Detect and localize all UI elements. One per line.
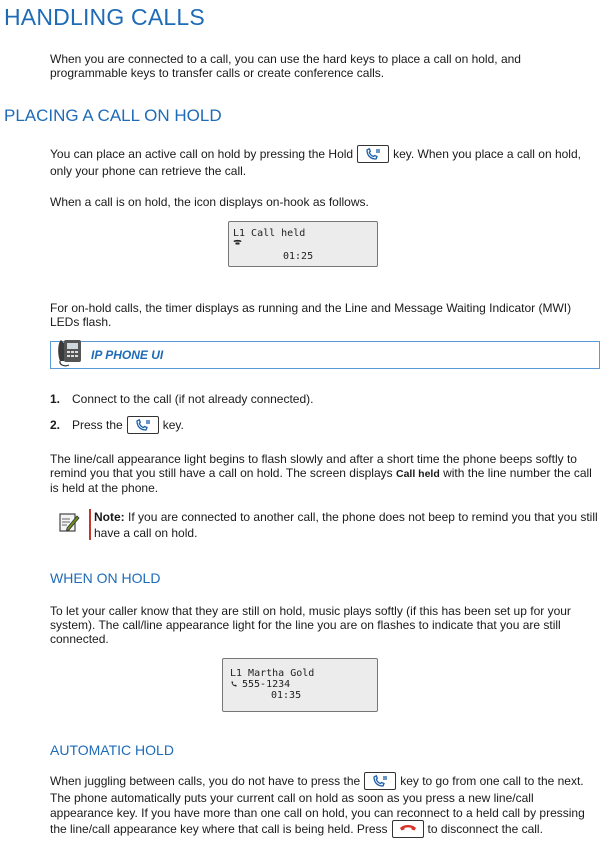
lcd2-timer: 01:35: [271, 690, 302, 701]
desk-phone-icon: [55, 334, 85, 368]
when-on-hold-paragraph: To let your caller know that they are still on hold, music plays softly (if this has been set up for your system). The call/line appearance light for the line you are on flashes to indicate that you are still connected.: [50, 604, 571, 646]
lcd-line-1: L1 Call held: [233, 228, 306, 239]
on-hook-icon: [233, 239, 242, 245]
lcd-screen-martha-gold: [222, 658, 378, 712]
hold-key-icon: [365, 147, 381, 161]
call-held-bold: Call held: [395, 468, 440, 480]
note-text: [94, 509, 598, 541]
goodbye-key-icon: [399, 823, 417, 835]
note-label: Note:: [94, 510, 125, 524]
handset-small-icon: [231, 681, 237, 687]
hold-key: [357, 145, 389, 163]
auto-text-c: to disconnect the call.: [427, 822, 543, 837]
section-title-when-on-hold: WHEN ON HOLD: [50, 570, 161, 586]
ip-phone-ui-box: [50, 341, 600, 369]
after-steps-text-1: The line/call appearance light begins to flash slowly and after a short time the phone beeps softly to remind you that you still have a call on hold. The screen displays: [50, 452, 577, 480]
after-steps-text-2: with the line number the call is held at the phone.: [50, 466, 592, 495]
intro-paragraph: When you are connected to a call, you can use the hard keys to place a call on hold, and programmable keys to transfer calls or create conference calls.: [50, 52, 521, 80]
note-body: If you are connected to another call, the phone does not beep to remind you that you still have a call on hold.: [94, 510, 598, 540]
section-title-automatic-hold: AUTOMATIC HOLD: [50, 742, 174, 758]
lcd2-line-2: 555-1234: [242, 679, 291, 690]
auto-text-b: key to go from one call to the next. The phone automatically puts your current call on hold as soon as you press a new line/call appearance key. If you have more than one call on hold, you can reconnect to a held call by pressing the line/call appearance key where that call is being held. Press: [50, 774, 585, 837]
hold-p1-after: key. When you place a call on hold, only your phone can retrieve the call.: [50, 147, 581, 178]
step-1-number: 1.: [50, 392, 61, 406]
step-2-before: Press the: [72, 418, 123, 433]
hold-paragraph-3: For on-hold calls, the timer displays as running and the Line and Message Waiting Indicator (MWI) LEDs flash.: [50, 301, 572, 329]
automatic-hold-paragraph: [50, 773, 598, 839]
step-2: [50, 417, 184, 435]
section-title-hold: PLACING A CALL ON HOLD: [4, 106, 222, 125]
auto-text-a: When juggling between calls, you do not have to press the: [50, 774, 361, 789]
ip-phone-ui-title: IP PHONE UI: [91, 348, 164, 362]
hold-key-icon: [372, 774, 388, 788]
step-2-number: 2.: [50, 418, 61, 433]
hold-key-step: [127, 416, 159, 434]
hold-paragraph-1: [50, 146, 598, 178]
lcd2-line-1: L1 Martha Gold: [230, 668, 315, 679]
hold-paragraph-2: When a call is on hold, the icon displays on-hook as follows.: [50, 195, 369, 209]
after-steps-paragraph: [50, 452, 598, 495]
note-divider: [89, 509, 91, 540]
hold-p1-before: You can place an active call on hold by pressing the Hold: [50, 147, 354, 162]
page-title: HANDLING CALLS: [4, 4, 205, 30]
step-1: [50, 392, 313, 406]
hold-key-icon: [135, 418, 151, 432]
lcd-screen-call-held: [228, 221, 378, 267]
lcd-timer: 01:25: [283, 251, 314, 262]
hold-key-auto: [364, 772, 396, 790]
note-pencil-icon: [58, 511, 80, 533]
goodbye-key: [392, 820, 424, 838]
step-1-text: Connect to the call (if not already connected).: [72, 392, 314, 406]
step-2-after: key.: [162, 418, 184, 433]
